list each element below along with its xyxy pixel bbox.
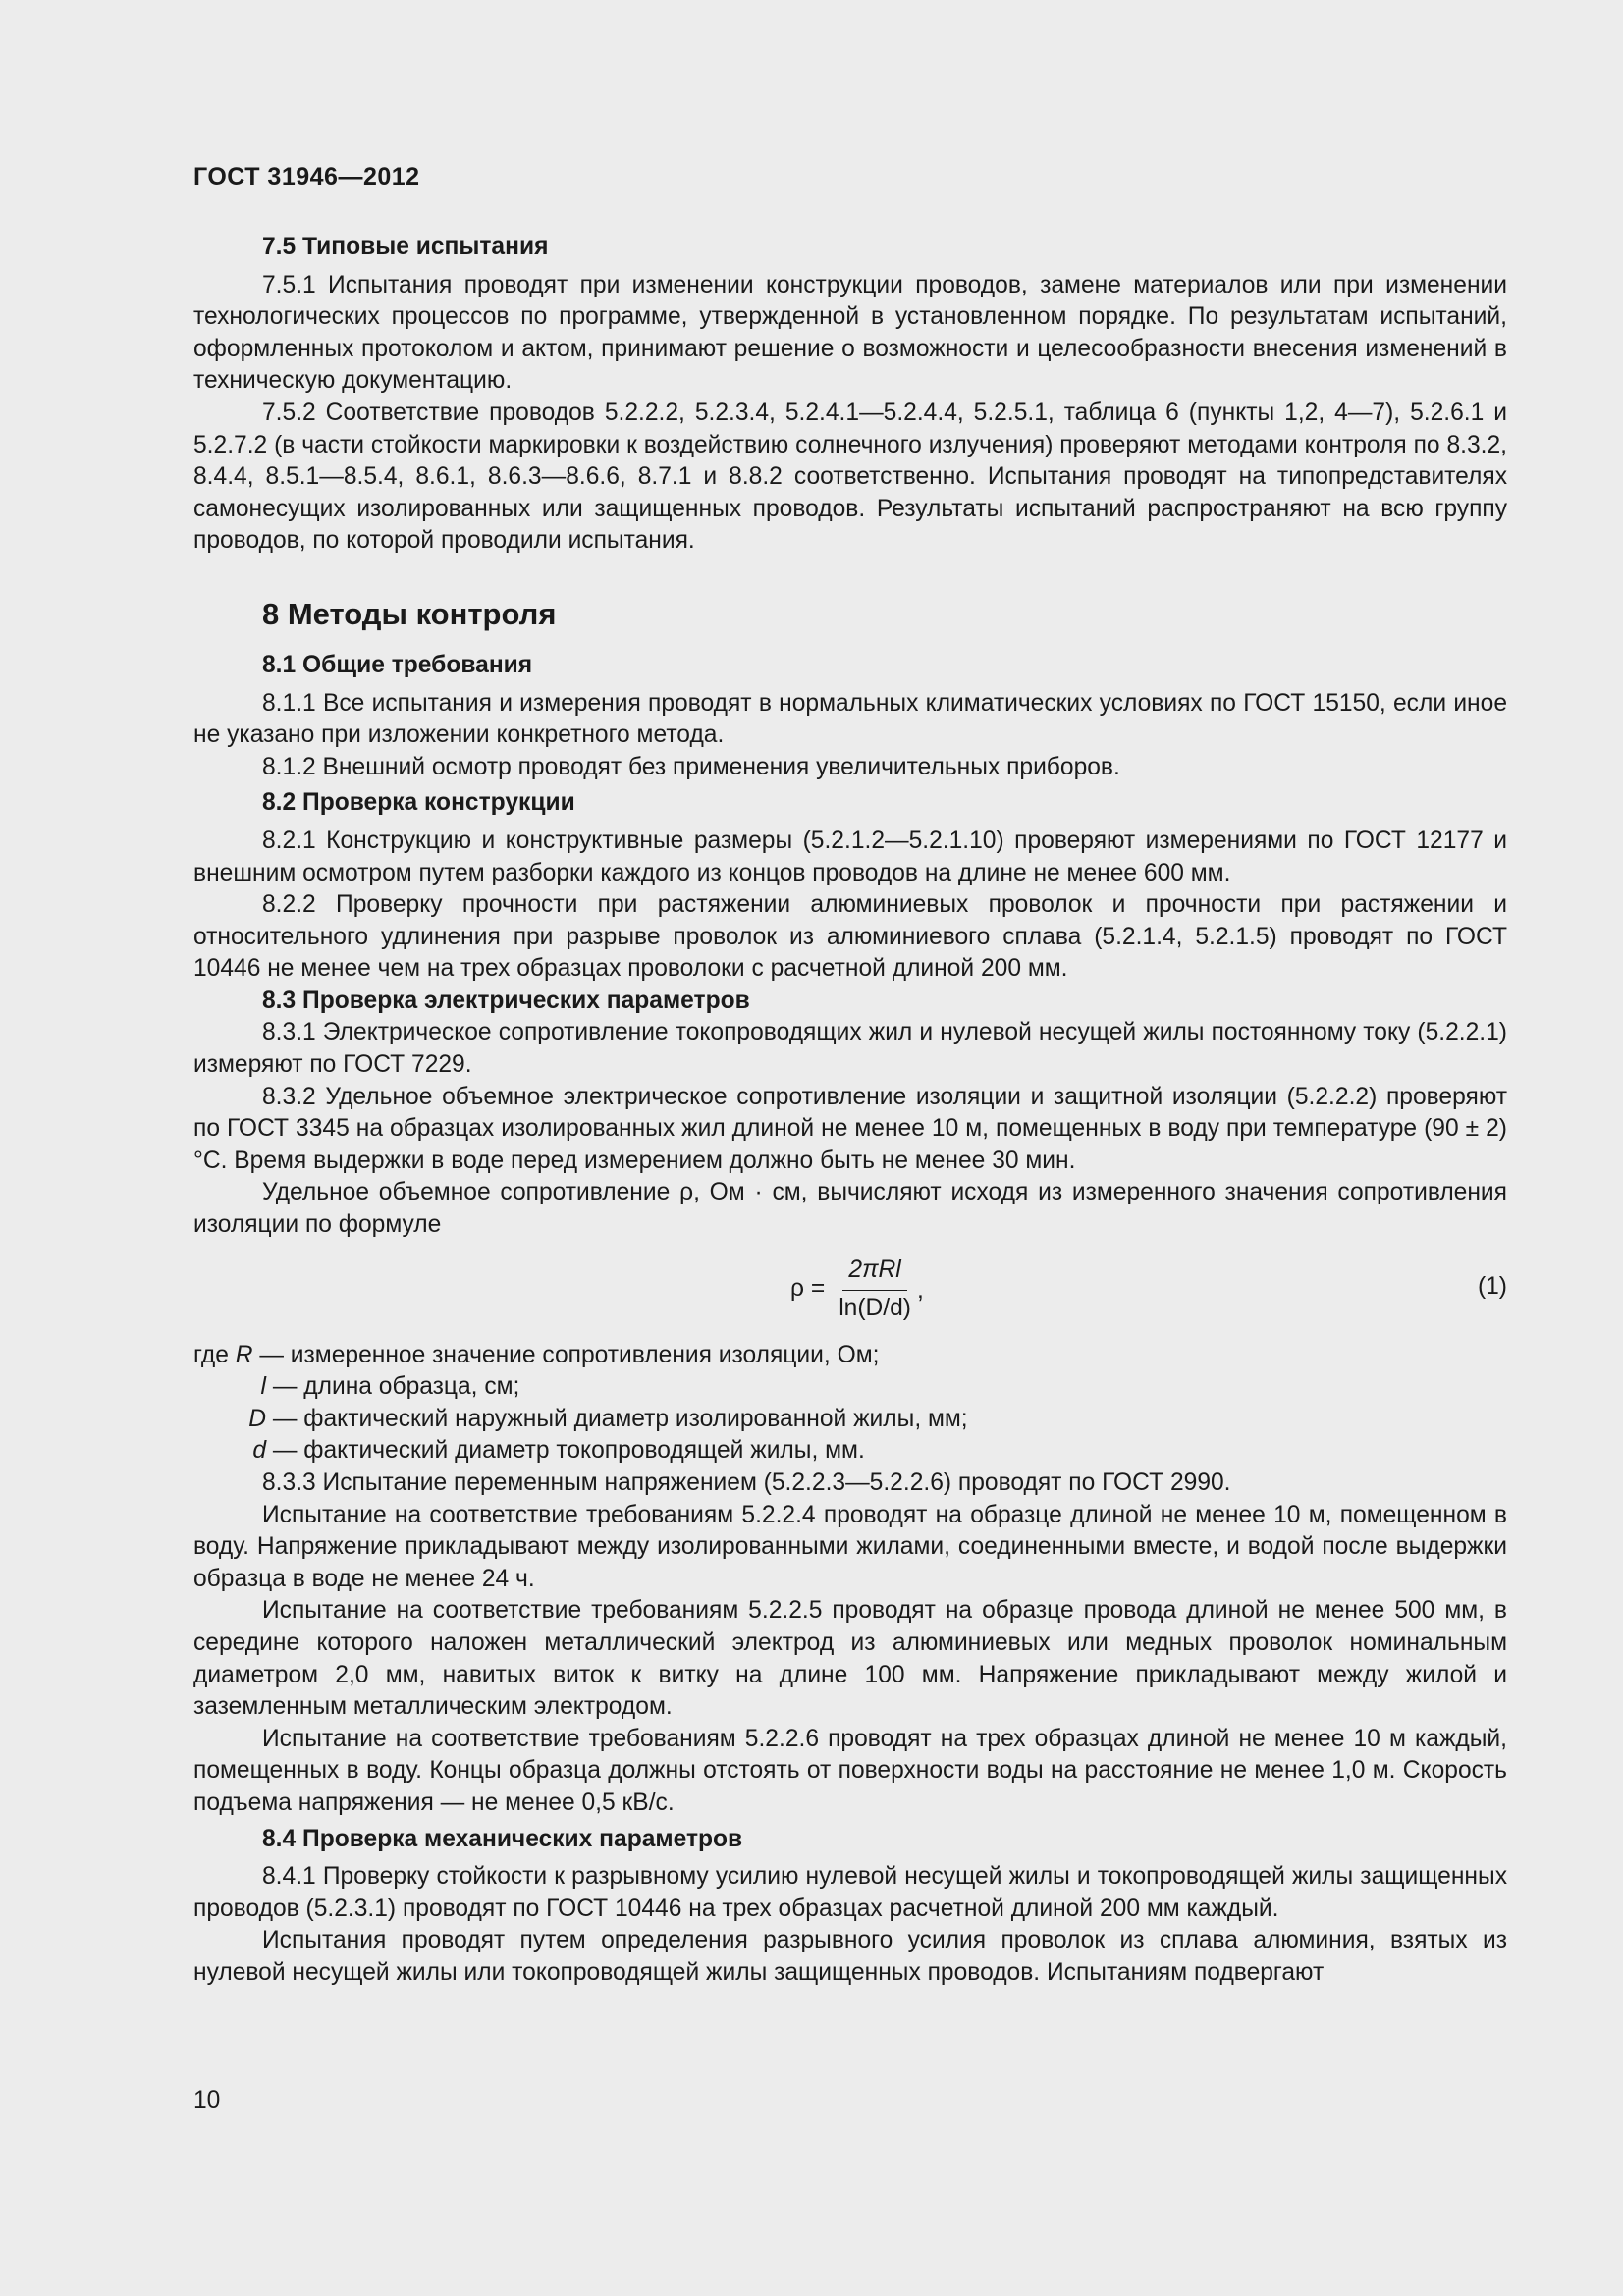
formula-fraction <box>833 1255 917 1324</box>
document-body <box>193 232 1507 1990</box>
section-heading-8: 8 Методы контроля <box>262 596 557 631</box>
legend-item <box>193 1371 1507 1404</box>
paragraph-test-5-2-2-5: Испытание на соответствие требованиям 5.2.2.5 проводят на образце провода длиной не менее 500 мм, в середине которого наложен металлический электрод из алюминиевых или медных проволок номинальным диаметром 2,0 мм, навитых виток к витку на длине 100 мм. Напряжение прикладывают между жилой и заземленным металлическим электродом. <box>193 1597 1507 1721</box>
paragraph-8-1-1: 8.1.1 Все испытания и измерения проводят в нормальных климатических условиях по ГОСТ 15150, если иное не указано при изложении конкретного метода. <box>193 689 1507 749</box>
legend-text: — длина образца, см; <box>272 1373 520 1401</box>
paragraph-7-5-1: 7.5.1 Испытания проводят при изменении конструкции проводов, замене материалов или при изменении технологических процессов по программе, утвержденной в установленном порядке. По результатам испытаний, оформленных протоколом и актом, принимают решение о возможности и целесообразности внесения изменений в техническую документацию. <box>193 271 1507 395</box>
document-header: ГОСТ 31946—2012 <box>193 163 420 190</box>
legend-symbol: l <box>260 1373 266 1401</box>
paragraph-test-5-2-2-4: Испытание на соответствие требованиям 5.2.2.4 проводят на образце длиной не менее 10 м, помещенном в воду. Напряжение прикладывают между изолированными жилами, соединенными вместе, и водой после выдержки образца в воде не менее 24 ч. <box>193 1501 1507 1592</box>
formula-legend <box>193 1340 1507 1468</box>
paragraph-8-2-2: 8.2.2 Проверку прочности при растяжении алюминиевых проволок и прочности при растяжении и относительного удлинения при разрыве проволок из алюминиевого сплава (5.2.1.4, 5.2.1.5) проводят по ГОСТ 10446 не менее чем на трех образцах проволоки с расчетной длиной 200 мм. <box>193 891 1507 983</box>
paragraph-8-3-1: 8.3.1 Электрическое сопротивление токопроводящих жил и нулевой несущей жилы постоянному току (5.2.2.1) измеряют по ГОСТ 7229. <box>193 1019 1507 1079</box>
paragraph-test-5-2-2-6: Испытание на соответствие требованиям 5.2.2.6 проводят на трех образцах длиной не менее 10 м каждый, помещенных в воду. Концы образца должны отстоять от поверхности воды на расстояние не менее 1,0 м. Скорость подъема напряжения — не менее 0,5 кВ/с. <box>193 1725 1507 1816</box>
subsection-heading-8-4: 8.4 Проверка механических параметров <box>262 1825 743 1852</box>
subsection-heading-8-3: 8.3 Проверка электрических параметров <box>262 987 750 1014</box>
paragraph-8-4-1: 8.4.1 Проверку стойкости к разрывному усилию нулевой несущей жилы и токопроводящей жилы защищенных проводов (5.2.3.1) проводят по ГОСТ 10446 на трех образцах расчетной длиной 200 мм каждый. <box>193 1863 1507 1922</box>
formula-comma: , <box>916 1277 924 1305</box>
resistivity-formula <box>790 1252 924 1328</box>
paragraph-8-2-1: 8.2.1 Конструкцию и конструктивные размеры (5.2.1.2—5.2.1.10) проверяют измерениями по ГОСТ 12177 и внешним осмотром путем разборки каждого из концов проводов на длине не менее 600 мм. <box>193 827 1507 886</box>
legend-text: — фактический диаметр токопроводящей жилы, мм. <box>272 1437 865 1465</box>
equation-number: (1) <box>1477 1272 1507 1300</box>
paragraph-breaking-force: Испытания проводят путем определения разрывного усилия проволок из сплава алюминия, взятых из нулевой несущей жилы или токопроводящей жилы защищенных проводов. Испытаниям подвергают <box>193 1927 1507 1986</box>
legend-lead: где <box>193 1341 229 1368</box>
legend-text: — измеренное значение сопротивления изоляции, Ом; <box>259 1341 880 1368</box>
subsection-heading-7-5: 7.5 Типовые испытания <box>262 234 549 260</box>
formula-lhs: ρ = <box>790 1275 826 1303</box>
paragraph-7-5-2: 7.5.2 Соответствие проводов 5.2.2.2, 5.2.3.4, 5.2.4.1—5.2.4.4, 5.2.5.1, таблица 6 (пункты 1,2, 4—7), 5.2.6.1 и 5.2.7.2 (в части стойкости маркировки к воздействию солнечного излучения) проверяют методами контроля по 8.3.2, 8.4.4, 8.5.1—8.5.4, 8.6.1, 8.6.3—8.6.6, 8.7.1 и 8.8.2 соответственно. Испытания проводят на типопредставителях самонесущих изолированных или защищенных проводов. Результаты испытаний распространяют на всю группу проводов, по которой проводили испытания. <box>193 399 1507 555</box>
legend-item <box>193 1404 1507 1436</box>
page-number: 10 <box>193 2087 221 2113</box>
formula-row <box>193 1252 1507 1328</box>
paragraph-8-1-2: 8.1.2 Внешний осмотр проводят без применения увеличительных приборов. <box>262 753 1120 780</box>
legend-symbol: D <box>248 1405 266 1432</box>
legend-symbol: R <box>235 1341 253 1368</box>
paragraph-resistivity-intro: Удельное объемное сопротивление ρ, Ом · см, вычисляют исходя из измеренного значения сопротивления изоляции по формуле <box>193 1179 1507 1239</box>
legend-text: — фактический наружный диаметр изолированной жилы, мм; <box>272 1405 968 1432</box>
subsection-heading-8-2: 8.2 Проверка конструкции <box>262 789 575 817</box>
paragraph-8-3-3: 8.3.3 Испытание переменным напряжением (5.2.2.3—5.2.2.6) проводят по ГОСТ 2990. <box>262 1469 1231 1496</box>
legend-item <box>193 1435 1507 1468</box>
paragraph-8-3-2: 8.3.2 Удельное объемное электрическое сопротивление изоляции и защитной изоляции (5.2.2.2) проверяют по ГОСТ 3345 на образцах изолированных жил длиной не менее 10 м, помещенных в воду при температуре (90 ± 2) °С. Время выдержки в воде перед измерением должно быть не менее 30 мин. <box>193 1083 1507 1174</box>
subsection-heading-8-1: 8.1 Общие требования <box>262 651 533 678</box>
legend-item <box>193 1340 1507 1372</box>
legend-symbol: d <box>252 1437 266 1465</box>
formula-numerator: 2πRl <box>842 1255 906 1291</box>
formula-denominator: ln(D/d) <box>839 1294 911 1321</box>
